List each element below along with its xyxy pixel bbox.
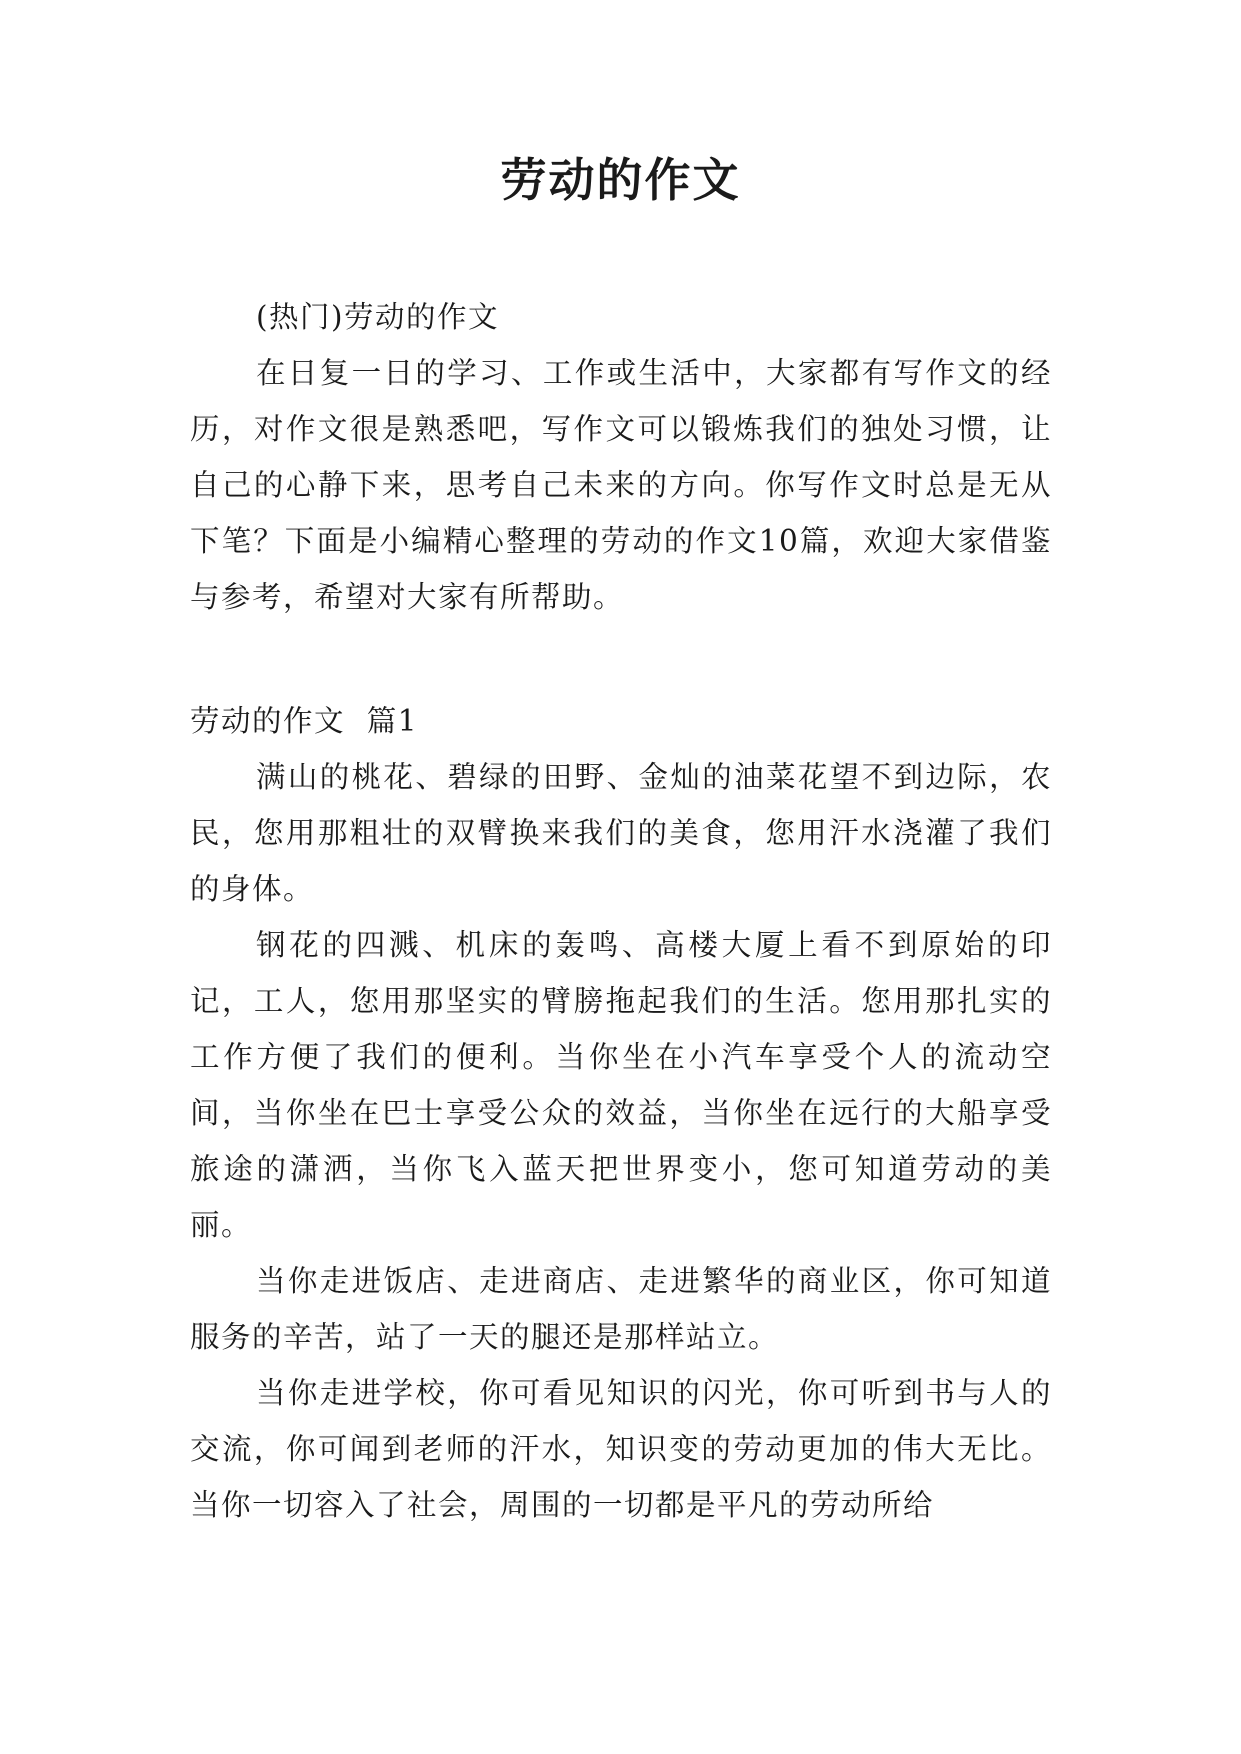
intro-paragraph: 在日复一日的学习、工作或生活中，大家都有写作文的经历，对作文很是熟悉吧，写作文可以锻炼我们的独处习惯，让自己的心静下来，思考自己未来的方向。你写作文时总是无从下笔？下面是小编精心整理的劳动的作文10篇，欢迎大家借鉴与参考，希望对大家有所帮助。	[190, 356, 1052, 614]
intro-subtitle: (热门)劳动的作文	[256, 300, 500, 334]
section-paragraph: 当你走进饭店、走进商店、走进繁华的商业区，你可知道服务的辛苦，站了一天的腿还是那样站立。	[190, 1264, 1052, 1354]
section-paragraph: 钢花的四溅、机床的轰鸣、高楼大厦上看不到原始的印记，工人，您用那坚实的臂膀拖起我们的生活。您用那扎实的工作方便了我们的便利。当你坐在小汽车享受个人的流动空间，当你坐在巴士享受公众的效益，当你坐在远行的大船享受旅途的潇洒，当你飞入蓝天把世界变小，您可知道劳动的美丽。	[190, 928, 1052, 1242]
section-paragraph: 当你走进学校，你可看见知识的闪光，你可听到书与人的交流，你可闻到老师的汗水，知识变的劳动更加的伟大无比。当你一切容入了社会，周围的一切都是平凡的劳动所给	[190, 1376, 1052, 1522]
section-1	[190, 693, 1052, 1533]
intro-block	[190, 289, 1052, 625]
section-heading: 劳动的作文 篇1	[190, 704, 419, 738]
document-title: 劳动的作文	[500, 153, 741, 207]
section-paragraph: 满山的桃花、碧绿的田野、金灿的油菜花望不到边际，农民，您用那粗壮的双臂换来我们的美食，您用汗水浇灌了我们的身体。	[190, 760, 1052, 906]
